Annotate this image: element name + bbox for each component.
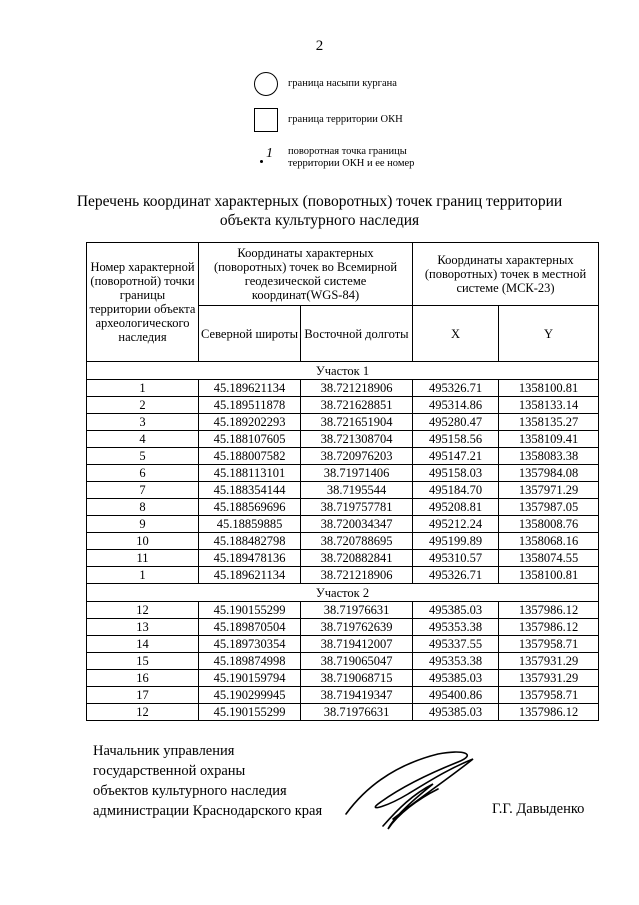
- table-cell: 15: [87, 653, 199, 670]
- table-cell: 1358068.16: [499, 533, 599, 550]
- table-cell: 45.189511878: [199, 397, 301, 414]
- legend-label-point-line2: территории ОКН и ее номер: [288, 158, 415, 169]
- table-cell: 1357958.71: [499, 636, 599, 653]
- table-cell: 45.189730354: [199, 636, 301, 653]
- table-cell: 495147.21: [413, 448, 499, 465]
- table-cell: 14: [87, 636, 199, 653]
- table-row: [87, 670, 599, 687]
- legend-item-point: [254, 146, 414, 170]
- table-row: [87, 602, 599, 619]
- table-cell: 2: [87, 397, 199, 414]
- heading-line2: объекта культурного наследия: [219, 212, 420, 229]
- signature: [338, 744, 488, 834]
- table-row: [87, 636, 599, 653]
- table-cell: 45.189621134: [199, 380, 301, 397]
- header-north-latitude: Северной широты: [199, 306, 301, 362]
- table-cell: 3: [87, 414, 199, 431]
- table-cell: 495212.24: [413, 516, 499, 533]
- table-cell: 45.188113101: [199, 465, 301, 482]
- table-cell: 45.189621134: [199, 567, 301, 584]
- table-cell: 38.71971406: [301, 465, 413, 482]
- table-cell: 38.721218906: [301, 380, 413, 397]
- table-row: [87, 499, 599, 516]
- table-row: [87, 619, 599, 636]
- table-cell: 38.719065047: [301, 653, 413, 670]
- turning-point-icon: [254, 146, 278, 170]
- table-cell: 495400.86: [413, 687, 499, 704]
- table-cell: 45.18859885: [199, 516, 301, 533]
- table-row: [87, 687, 599, 704]
- table-cell: 495353.38: [413, 619, 499, 636]
- coordinates-table: [86, 242, 599, 721]
- table-cell: 11: [87, 550, 199, 567]
- table-cell: 45.189202293: [199, 414, 301, 431]
- table-cell: 38.7195544: [301, 482, 413, 499]
- legend-label-point: [288, 146, 414, 170]
- footer-line: администрации Краснодарского края: [93, 803, 323, 819]
- table-cell: 495337.55: [413, 636, 499, 653]
- table-cell: 45.190299945: [199, 687, 301, 704]
- table-cell: 38.721651904: [301, 414, 413, 431]
- table-cell: 7: [87, 482, 199, 499]
- table-cell: 1357931.29: [499, 670, 599, 687]
- signer-name: Г.Г. Давыденко: [492, 801, 585, 817]
- table-row: [87, 533, 599, 550]
- table-cell: 45.188354144: [199, 482, 301, 499]
- table-cell: 38.719757781: [301, 499, 413, 516]
- table-cell: 1358100.81: [499, 380, 599, 397]
- legend-item-territory: [254, 108, 403, 132]
- table-cell: 12: [87, 602, 199, 619]
- table-cell: 495158.03: [413, 465, 499, 482]
- table-row: [87, 653, 599, 670]
- table-cell: 495326.71: [413, 380, 499, 397]
- table-cell: 38.720034347: [301, 516, 413, 533]
- table-cell: 10: [87, 533, 199, 550]
- table-cell: 45.190155299: [199, 602, 301, 619]
- table-cell: 495385.03: [413, 670, 499, 687]
- table-row: [87, 380, 599, 397]
- table-cell: 5: [87, 448, 199, 465]
- table-row: [87, 482, 599, 499]
- table-cell: 13: [87, 619, 199, 636]
- section-title: Участок 2: [87, 584, 599, 602]
- table-cell: 1357987.05: [499, 499, 599, 516]
- table-cell: 45.189478136: [199, 550, 301, 567]
- heading-line1: Перечень координат характерных (поворотных) точек границ территории: [76, 193, 563, 210]
- table-cell: 38.719412007: [301, 636, 413, 653]
- page-number: 2: [315, 38, 324, 54]
- table-row: [87, 431, 599, 448]
- table-cell: 495280.47: [413, 414, 499, 431]
- table-cell: 38.720788695: [301, 533, 413, 550]
- header-msk23: Координаты характерных (поворотных) точек в местной системе (МСК-23): [413, 243, 599, 306]
- table-cell: 1357986.12: [499, 619, 599, 636]
- footer-position: [93, 741, 322, 821]
- document-heading: [0, 192, 639, 230]
- table-cell: 9: [87, 516, 199, 533]
- table-cell: 45.188007582: [199, 448, 301, 465]
- legend-item-mound: [254, 72, 397, 96]
- header-x: X: [413, 306, 499, 362]
- table-cell: 1: [87, 567, 199, 584]
- table-cell: 45.189870504: [199, 619, 301, 636]
- footer-line: объектов культурного наследия: [93, 783, 287, 799]
- table-cell: 495385.03: [413, 602, 499, 619]
- table-row: [87, 516, 599, 533]
- table-cell: 1357986.12: [499, 704, 599, 721]
- table-cell: 1358135.27: [499, 414, 599, 431]
- table-cell: 4: [87, 431, 199, 448]
- table-row: [87, 465, 599, 482]
- table-cell: 6: [87, 465, 199, 482]
- table-cell: 495184.70: [413, 482, 499, 499]
- table-cell: 38.71976631: [301, 602, 413, 619]
- table-cell: 45.188482798: [199, 533, 301, 550]
- table-cell: 495353.38: [413, 653, 499, 670]
- table-cell: 1358008.76: [499, 516, 599, 533]
- table-cell: 38.720882841: [301, 550, 413, 567]
- table-cell: 45.190155299: [199, 704, 301, 721]
- table-cell: 38.719419347: [301, 687, 413, 704]
- header-wgs84: Координаты характерных (поворотных) точек во Всемирной геодезической системе координат(WGS-84): [199, 243, 413, 306]
- table-body: [87, 362, 599, 721]
- section-row: [87, 584, 599, 602]
- table-row: [87, 414, 599, 431]
- legend-label-mound: граница насыпи кургана: [288, 78, 397, 89]
- table-cell: 45.188107605: [199, 431, 301, 448]
- table-cell: 8: [87, 499, 199, 516]
- table-cell: 1358133.14: [499, 397, 599, 414]
- table-cell: 1357971.29: [499, 482, 599, 499]
- table-cell: 495326.71: [413, 567, 499, 584]
- table-cell: 38.721308704: [301, 431, 413, 448]
- header-east-longitude: Восточной долготы: [301, 306, 413, 362]
- table-cell: 1358074.55: [499, 550, 599, 567]
- header-y: Y: [499, 306, 599, 362]
- table-cell: 38.719068715: [301, 670, 413, 687]
- table-cell: 495158.56: [413, 431, 499, 448]
- square-icon: [254, 108, 278, 132]
- legend-label-territory: граница территории ОКН: [288, 114, 403, 125]
- table-cell: 495199.89: [413, 533, 499, 550]
- table-cell: 12: [87, 704, 199, 721]
- table-row: [87, 448, 599, 465]
- table-cell: 1357986.12: [499, 602, 599, 619]
- circle-icon: [254, 72, 278, 96]
- table-cell: 45.190159794: [199, 670, 301, 687]
- table-row: [87, 397, 599, 414]
- table-row: [87, 704, 599, 721]
- table-cell: 1358109.41: [499, 431, 599, 448]
- footer-line: Начальник управления: [93, 743, 235, 759]
- table-cell: 1357984.08: [499, 465, 599, 482]
- table-cell: 45.189874998: [199, 653, 301, 670]
- table-cell: 38.720976203: [301, 448, 413, 465]
- table-cell: 1358100.81: [499, 567, 599, 584]
- table-cell: 495310.57: [413, 550, 499, 567]
- table-cell: 1357958.71: [499, 687, 599, 704]
- section-title: Участок 1: [87, 362, 599, 380]
- table-cell: 1358083.38: [499, 448, 599, 465]
- table-cell: 495208.81: [413, 499, 499, 516]
- section-row: [87, 362, 599, 380]
- table-cell: 17: [87, 687, 199, 704]
- table-cell: 38.719762639: [301, 619, 413, 636]
- table-cell: 1357931.29: [499, 653, 599, 670]
- header-point-number: Номер характерной (поворотной) точки границы территории объекта археологического наследия: [87, 243, 199, 362]
- table-row: [87, 550, 599, 567]
- table-cell: 38.721628851: [301, 397, 413, 414]
- table-row: [87, 567, 599, 584]
- table-cell: 1: [87, 380, 199, 397]
- turning-point-number: 1: [266, 146, 273, 161]
- table-cell: 38.71976631: [301, 704, 413, 721]
- footer-line: государственной охраны: [93, 763, 246, 779]
- legend-label-point-line1: поворотная точка границы: [288, 146, 407, 157]
- table-cell: 16: [87, 670, 199, 687]
- table-cell: 495385.03: [413, 704, 499, 721]
- table-cell: 38.721218906: [301, 567, 413, 584]
- table-cell: 45.188569696: [199, 499, 301, 516]
- table-cell: 495314.86: [413, 397, 499, 414]
